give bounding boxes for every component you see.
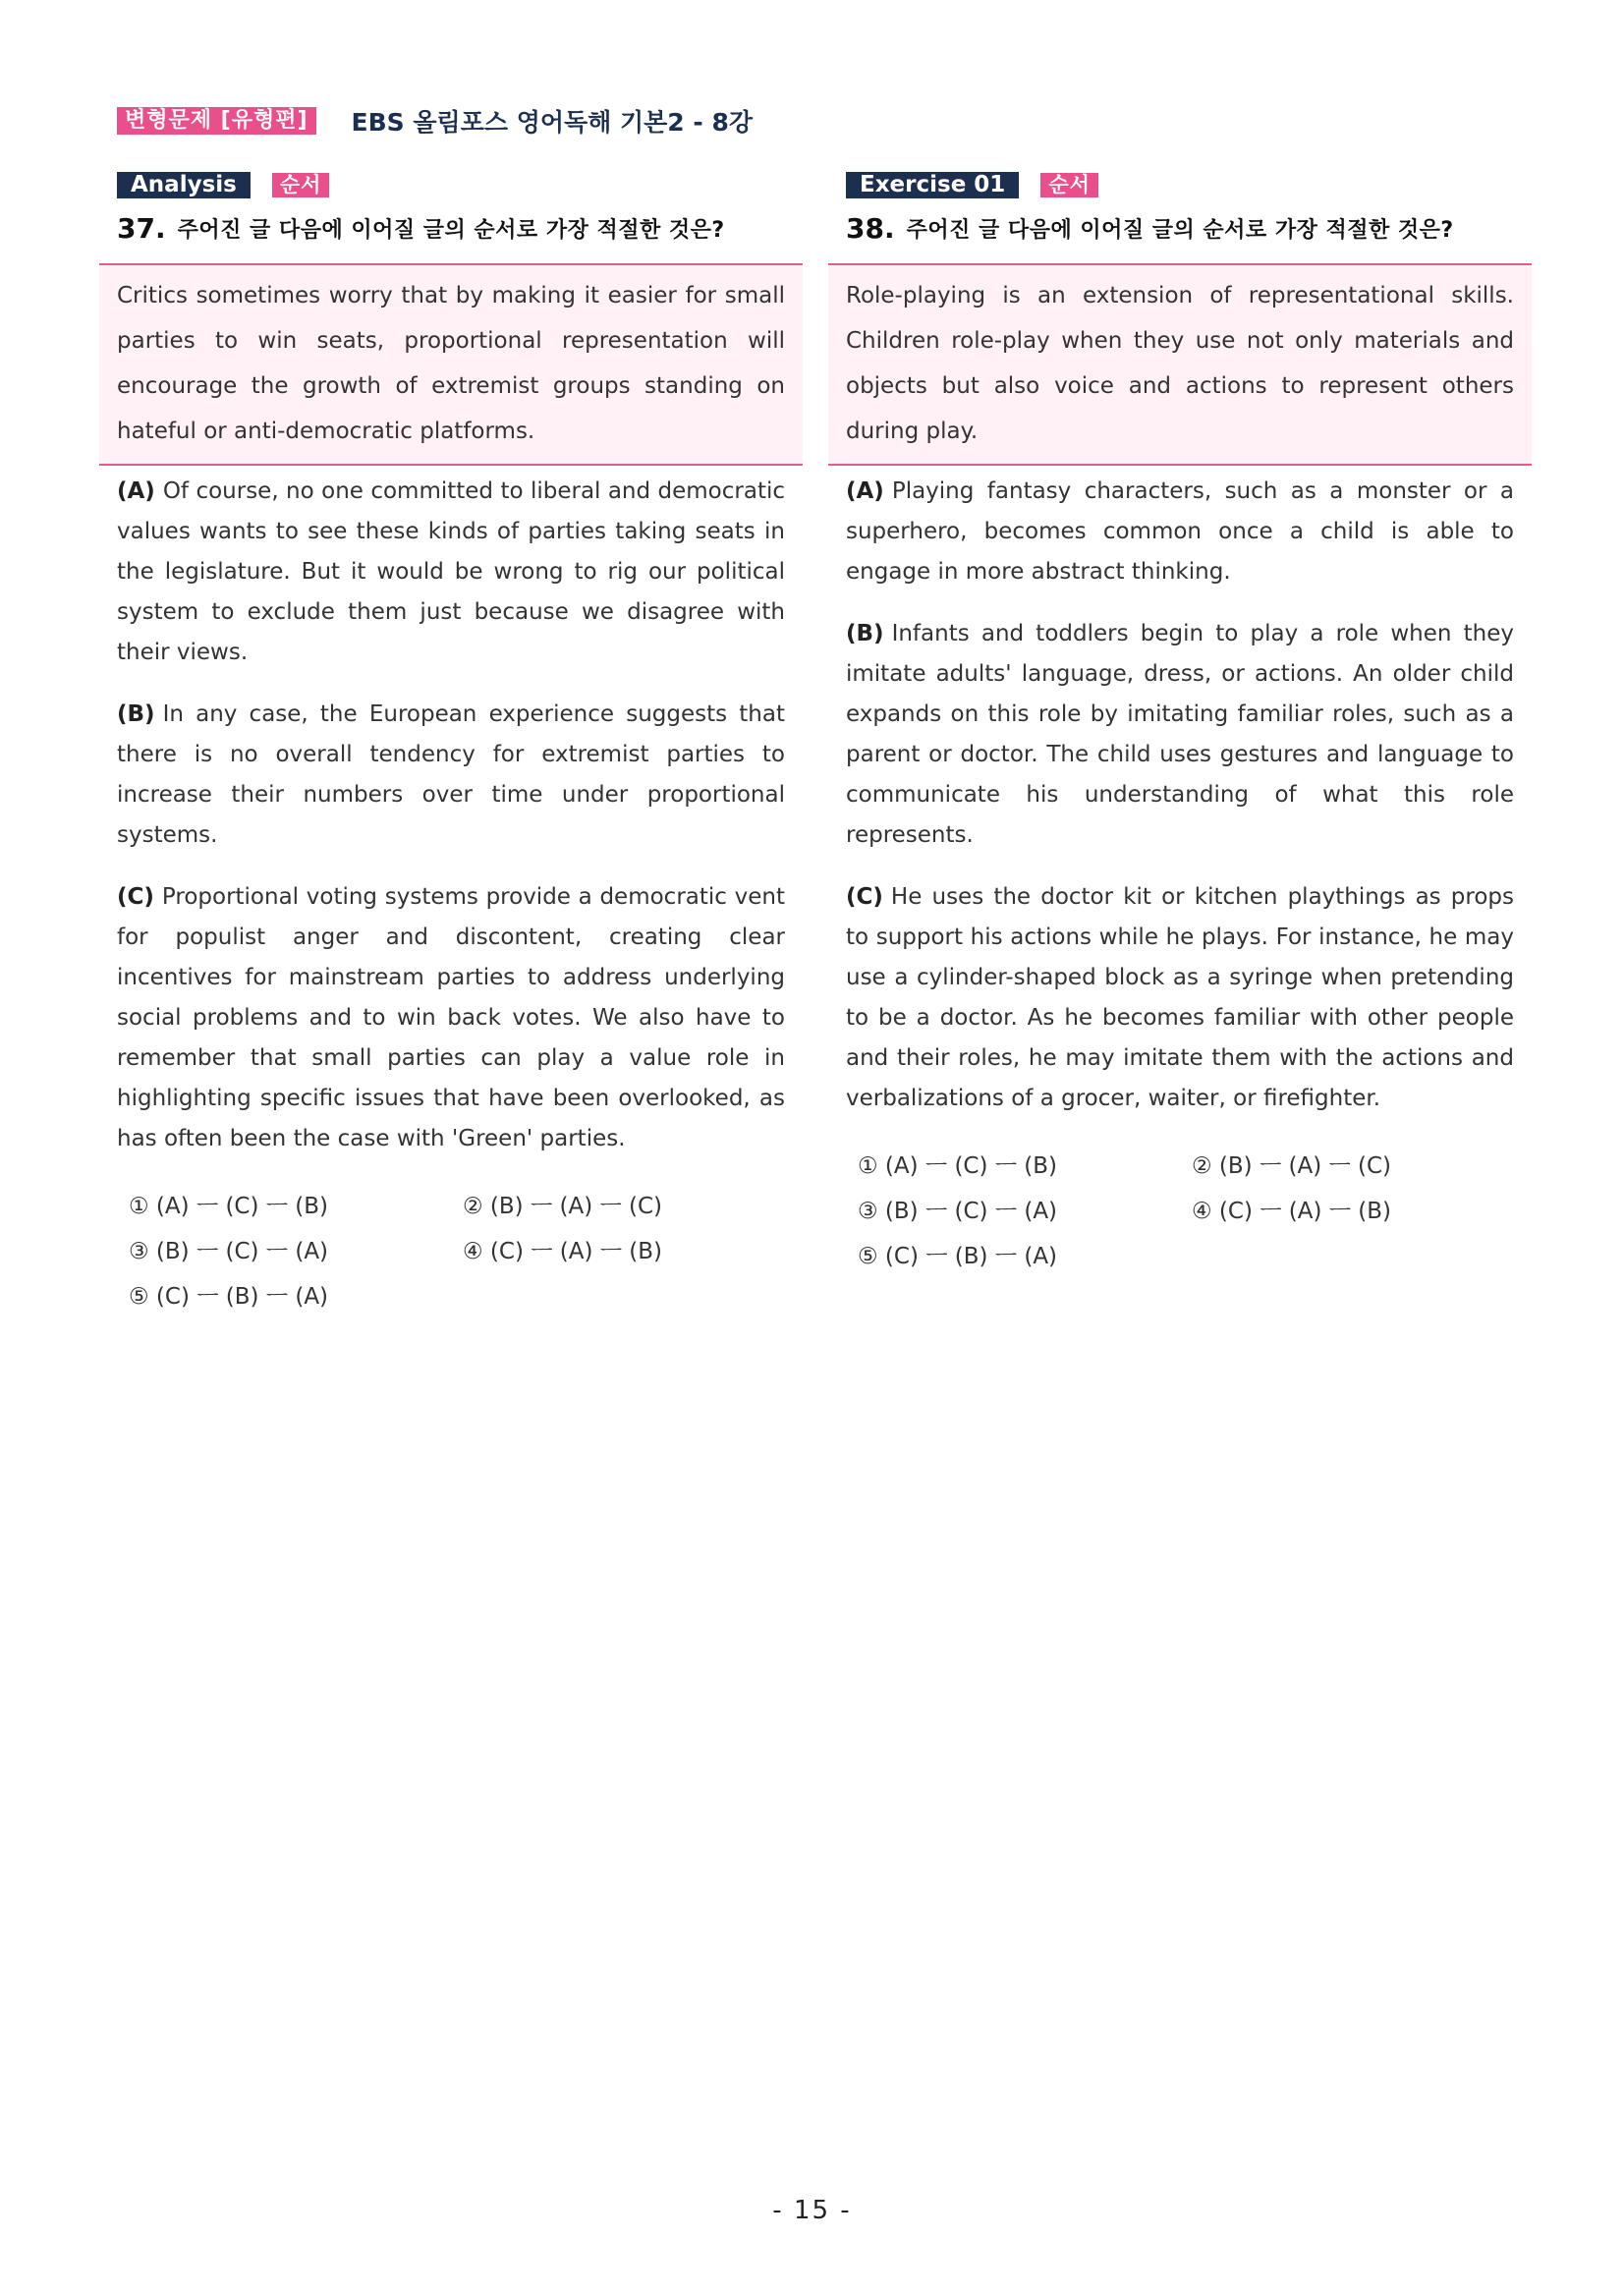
passage-list xyxy=(828,472,1532,1119)
left-column xyxy=(99,171,803,1316)
question-heading xyxy=(828,210,1532,246)
choice-2[interactable]: ② (B) ㅡ (A) ㅡ (C) xyxy=(1192,1152,1392,1179)
passage-label: (A) xyxy=(846,478,884,504)
given-passage-box xyxy=(99,263,803,466)
choice-1[interactable]: ① (A) ㅡ (C) ㅡ (B) xyxy=(129,1193,329,1219)
given-passage: Critics sometimes worry that by making it easier for small parties to win seats, proportional representation will encourage the growth of extremist groups standing on hateful or anti-democratic platforms. xyxy=(117,283,785,444)
header-title: EBS 올림포스 영어독해 기본2 - 8강 xyxy=(351,108,754,137)
passage-label: (A) xyxy=(117,478,155,504)
question-tags xyxy=(99,171,803,198)
question-number: 37. xyxy=(117,211,166,245)
page-header xyxy=(117,104,753,138)
answer-choices xyxy=(828,1141,1532,1276)
passage-text: Infants and toddlers begin to play a role when they imitate adults' language, dress, or actions. An older child expands on this role by imitating familiar roles, such as a parent or doctor. The child uses gestures and language to communicate his understanding of what this role represents. xyxy=(846,621,1514,848)
passage-c xyxy=(846,877,1514,1119)
passage-a xyxy=(117,472,785,673)
question-text: 주어진 글 다음에 이어질 글의 순서로 가장 적절한 것은? xyxy=(177,217,725,243)
question-tags xyxy=(828,171,1532,198)
analysis-tag: Analysis xyxy=(117,172,251,198)
passage-text: Playing fantasy characters, such as a monster or a superhero, becomes common once a child is able to engage in more abstract thinking. xyxy=(846,478,1514,585)
order-type-tag: 순서 xyxy=(1040,173,1098,197)
passage-text: Of course, no one committed to liberal and democratic values wants to see these kinds of parties taking seats in the legislature. But it would be wrong to rig our political system to exclude them just because we disagree with their views. xyxy=(117,478,785,665)
choice-4[interactable]: ④ (C) ㅡ (A) ㅡ (B) xyxy=(463,1238,663,1264)
choice-5[interactable]: ⑤ (C) ㅡ (B) ㅡ (A) xyxy=(858,1243,1058,1269)
passage-label: (C) xyxy=(846,884,883,910)
passage-label: (B) xyxy=(846,621,884,646)
type-badge: 변형문제 [유형편] xyxy=(117,107,316,135)
given-passage-box xyxy=(828,263,1532,466)
passage-b xyxy=(117,695,785,856)
passage-a xyxy=(846,472,1514,592)
question-heading xyxy=(99,210,803,246)
choice-3[interactable]: ③ (B) ㅡ (C) ㅡ (A) xyxy=(858,1198,1058,1224)
right-column xyxy=(828,171,1532,1276)
choice-4[interactable]: ④ (C) ㅡ (A) ㅡ (B) xyxy=(1192,1198,1392,1224)
passage-list xyxy=(99,472,803,1159)
passage-b xyxy=(846,614,1514,856)
choice-5[interactable]: ⑤ (C) ㅡ (B) ㅡ (A) xyxy=(129,1283,329,1310)
passage-c xyxy=(117,877,785,1159)
passage-text: He uses the doctor kit or kitchen playthings as props to support his actions while he plays. For instance, he may use a cylinder-shaped block as a syringe when pretending to be a doctor. As he becomes familiar with other people and their roles, he may imitate them with the actions and verbalizations of a grocer, waiter, or firefighter. xyxy=(846,884,1514,1111)
question-number: 38. xyxy=(846,211,895,245)
choice-1[interactable]: ① (A) ㅡ (C) ㅡ (B) xyxy=(858,1152,1058,1179)
page-number: - 15 - xyxy=(772,2196,852,2225)
passage-text: Proportional voting systems provide a democratic vent for populist anger and discontent, creating clear incentives for mainstream parties to address underlying social problems and to win back votes. We also have to remember that small parties can play a value role in highlighting specific issues that have been overlooked, as has often been the case with 'Green' parties. xyxy=(117,884,785,1151)
passage-text: In any case, the European experience suggests that there is no overall tendency for extremist parties to increase their numbers over time under proportional systems. xyxy=(117,701,785,848)
question-text: 주어진 글 다음에 이어질 글의 순서로 가장 적절한 것은? xyxy=(906,217,1454,243)
order-type-tag: 순서 xyxy=(272,173,330,197)
choice-2[interactable]: ② (B) ㅡ (A) ㅡ (C) xyxy=(463,1193,663,1219)
passage-label: (C) xyxy=(117,884,154,910)
exercise-tag: Exercise 01 xyxy=(846,172,1019,198)
given-passage: Role-playing is an extension of representational skills. Children role-play when they use not only materials and objects but also voice and actions to represent others during play. xyxy=(846,283,1514,444)
answer-choices xyxy=(99,1181,803,1316)
choice-3[interactable]: ③ (B) ㅡ (C) ㅡ (A) xyxy=(129,1238,329,1264)
passage-label: (B) xyxy=(117,701,155,727)
